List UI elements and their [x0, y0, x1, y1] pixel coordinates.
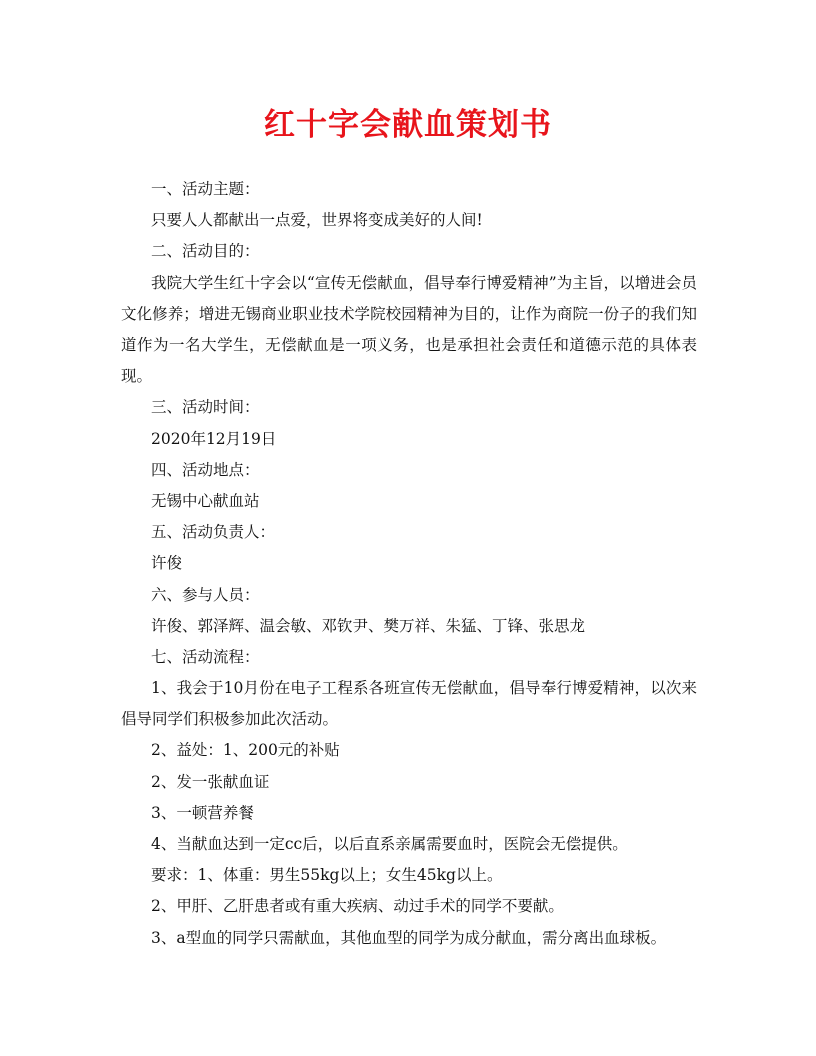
purpose-paragraph: 我院大学生红十字会以“宣传无偿献血，倡导奉行博爱精神”为主旨，以增进会员文化修养；增进无锡商业职业技术学院校园精神为目的，让作为商院一份子的我们知道作为一名大学生，无偿献血是一项义务，也是承担社会责任和道德示范的具体表现。	[121, 273, 697, 386]
section-heading-location: 四、活动地点：	[151, 460, 260, 479]
requirement-blood-type: 3、a型血的同学只需献血，其他血型的同学为成分献血，需分离出血球板。	[151, 928, 667, 947]
activity-leader: 许俊	[151, 554, 183, 573]
section-heading-process: 七、活动流程：	[151, 647, 260, 666]
theme-text: 只要人人都献出一点爱，世界将变成美好的人间!	[151, 211, 483, 230]
process-step-1: 1、我会于10月份在电子工程系各班宣传无偿献血，倡导奉行博爱精神，以次来倡导同学们积极参加此次活动。	[121, 679, 697, 729]
section-heading-participants: 六、参与人员：	[151, 585, 260, 604]
participants-list: 许俊、郭泽辉、温会敏、邓钦尹、樊万祥、朱猛、丁锋、张思龙	[151, 616, 586, 635]
benefit-certificate: 2、发一张献血证	[151, 772, 270, 791]
benefit-meal: 3、一顿营养餐	[151, 803, 254, 822]
requirement-health: 2、甲肝、乙肝患者或有重大疾病、动过手术的同学不要献。	[151, 897, 564, 916]
benefit-family: 4、当献血达到一定cc后，以后直系亲属需要血时，医院会无偿提供。	[151, 835, 628, 854]
activity-location: 无锡中心献血站	[151, 491, 260, 510]
section-heading-theme: 一、活动主题：	[151, 180, 260, 198]
section-heading-purpose: 二、活动目的：	[151, 242, 260, 261]
benefit-subsidy: 2、益处：1、200元的补贴	[151, 741, 340, 760]
document-title: 红十字会献血策划书	[264, 107, 552, 143]
section-heading-time: 三、活动时间：	[151, 398, 260, 417]
requirement-weight: 要求：1、体重：男生55kg以上；女生45kg以上。	[151, 866, 503, 885]
section-heading-leader: 五、活动负责人：	[151, 523, 276, 542]
document-body	[121, 174, 697, 954]
activity-date: 2020年12月19日	[151, 429, 277, 448]
